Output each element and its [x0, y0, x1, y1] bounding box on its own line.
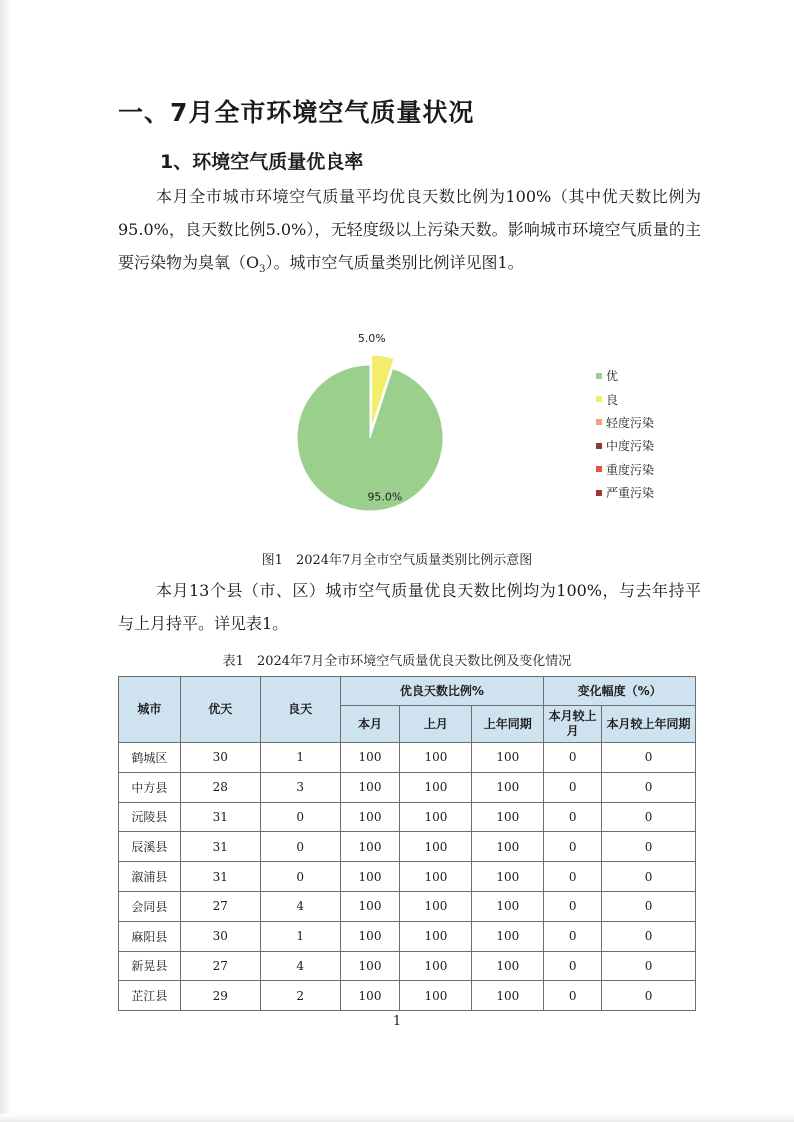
cell-vs-last-year: 0	[602, 981, 696, 1011]
cell-last-month: 100	[400, 743, 472, 773]
legend-label: 轻度污染	[606, 415, 655, 430]
legend-swatch	[596, 443, 602, 449]
cell-this-month: 100	[340, 772, 400, 802]
legend-swatch	[596, 419, 602, 425]
page-number: 1	[392, 1014, 402, 1029]
cell-last-month: 100	[400, 951, 472, 981]
table-row	[119, 802, 696, 832]
table-body	[119, 743, 696, 1011]
pie-data-label: 5.0%	[357, 332, 386, 346]
cell-city: 沅陵县	[119, 802, 181, 832]
cell-good-days: 3	[260, 772, 340, 802]
cell-this-month: 100	[340, 921, 400, 951]
header-vs-last-year: 本月较上年同期	[602, 706, 696, 743]
cell-excellent-days: 31	[180, 862, 260, 892]
cell-last-month: 100	[400, 891, 472, 921]
cell-vs-last-month: 0	[544, 862, 602, 892]
cell-vs-last-month: 0	[544, 772, 602, 802]
legend-item	[596, 411, 654, 434]
header-excellent-days: 优天	[180, 677, 260, 743]
scan-edge	[0, 1114, 794, 1122]
cell-excellent-days: 31	[180, 802, 260, 832]
cell-city: 鹤城区	[119, 743, 181, 773]
cell-vs-last-year: 0	[602, 891, 696, 921]
cell-vs-last-month: 0	[544, 802, 602, 832]
cell-last-month: 100	[400, 921, 472, 951]
cell-vs-last-month: 0	[544, 951, 602, 981]
header-last-year-same: 上年同期	[472, 706, 544, 743]
cell-last-year-same: 100	[472, 832, 544, 862]
cell-last-year-same: 100	[472, 951, 544, 981]
cell-city: 芷江县	[119, 981, 181, 1011]
cell-excellent-days: 31	[180, 832, 260, 862]
cell-this-month: 100	[340, 981, 400, 1011]
table-row	[119, 921, 696, 951]
cell-good-days: 0	[260, 832, 340, 862]
cell-this-month: 100	[340, 743, 400, 773]
cell-good-days: 4	[260, 891, 340, 921]
cell-last-month: 100	[400, 981, 472, 1011]
legend-label: 重度污染	[606, 462, 655, 477]
summary-paragraph	[118, 180, 701, 286]
cell-last-month: 100	[400, 832, 472, 862]
cell-city: 会同县	[119, 891, 181, 921]
header-city: 城市	[119, 677, 181, 743]
cell-vs-last-month: 0	[544, 921, 602, 951]
cell-vs-last-year: 0	[602, 862, 696, 892]
cell-vs-last-year: 0	[602, 951, 696, 981]
cell-vs-last-year: 0	[602, 921, 696, 951]
cell-last-month: 100	[400, 862, 472, 892]
legend-label: 严重污染	[606, 486, 655, 501]
subsection-heading: 1、环境空气质量优良率	[160, 151, 364, 173]
cell-excellent-days: 27	[180, 951, 260, 981]
paragraph-text: ）。城市空气质量类别比例详见图1。	[265, 253, 524, 272]
legend-item	[596, 481, 654, 504]
cell-vs-last-year: 0	[602, 802, 696, 832]
header-last-month: 上月	[400, 706, 472, 743]
air-quality-table	[118, 676, 696, 1011]
cell-good-days: 4	[260, 951, 340, 981]
cell-last-year-same: 100	[472, 921, 544, 951]
cell-good-days: 2	[260, 981, 340, 1011]
cell-vs-last-year: 0	[602, 832, 696, 862]
cell-last-month: 100	[400, 802, 472, 832]
table-row	[119, 743, 696, 773]
cell-last-month: 100	[400, 772, 472, 802]
cell-good-days: 1	[260, 921, 340, 951]
cell-last-year-same: 100	[472, 802, 544, 832]
legend-swatch	[596, 466, 602, 472]
cell-last-year-same: 100	[472, 891, 544, 921]
cell-city: 中方县	[119, 772, 181, 802]
cell-good-days: 0	[260, 862, 340, 892]
section-heading: 一、7月全市环境空气质量状况	[118, 98, 475, 127]
legend-item	[596, 458, 654, 481]
cell-this-month: 100	[340, 862, 400, 892]
cell-city: 辰溪县	[119, 832, 181, 862]
cell-this-month: 100	[340, 802, 400, 832]
cell-good-days: 0	[260, 802, 340, 832]
pie-slice	[297, 365, 443, 511]
table-row	[119, 891, 696, 921]
table-row	[119, 772, 696, 802]
cell-vs-last-month: 0	[544, 981, 602, 1011]
county-paragraph: 本月13个县（市、区）城市空气质量优良天数比例均为100%，与去年持平与上月持平。详见表1。	[118, 581, 701, 633]
cell-this-month: 100	[340, 951, 400, 981]
legend-item	[596, 434, 654, 457]
chart-legend	[596, 364, 654, 504]
cell-excellent-days: 29	[180, 981, 260, 1011]
header-vs-last-month: 本月较上月	[544, 706, 602, 743]
cell-last-year-same: 100	[472, 743, 544, 773]
legend-swatch	[596, 396, 602, 402]
legend-item	[596, 364, 654, 387]
table-row	[119, 951, 696, 981]
legend-swatch	[596, 490, 602, 496]
table-row	[119, 862, 696, 892]
cell-city: 麻阳县	[119, 921, 181, 951]
subscript: 3	[259, 264, 266, 276]
cell-vs-last-month: 0	[544, 832, 602, 862]
figure-caption: 图1 2024年7月全市空气质量类别比例示意图	[261, 553, 533, 568]
cell-excellent-days: 28	[180, 772, 260, 802]
cell-excellent-days: 27	[180, 891, 260, 921]
table-row	[119, 832, 696, 862]
header-change-group: 变化幅度（%）	[544, 677, 696, 706]
cell-last-year-same: 100	[472, 981, 544, 1011]
cell-last-year-same: 100	[472, 862, 544, 892]
legend-label: 良	[606, 392, 619, 407]
header-this-month: 本月	[340, 706, 400, 743]
cell-city: 溆浦县	[119, 862, 181, 892]
cell-vs-last-year: 0	[602, 772, 696, 802]
cell-this-month: 100	[340, 832, 400, 862]
cell-vs-last-year: 0	[602, 743, 696, 773]
cell-this-month: 100	[340, 891, 400, 921]
table-row	[119, 981, 696, 1011]
cell-excellent-days: 30	[180, 743, 260, 773]
header-good-days: 良天	[260, 677, 340, 743]
cell-good-days: 1	[260, 743, 340, 773]
paragraph-text: 本月全市城市环境空气质量平均优良天数比例为100%（其中优天数比例为95.0%，良天数比例5.0%），无轻度级以上污染天数。影响城市环境空气质量的主要污染物为臭氧（O	[118, 187, 701, 272]
legend-label: 中度污染	[606, 439, 655, 454]
cell-excellent-days: 30	[180, 921, 260, 951]
legend-label: 优	[606, 369, 619, 384]
table-caption: 表1 2024年7月全市环境空气质量优良天数比例及变化情况	[222, 654, 572, 669]
cell-city: 新晃县	[119, 951, 181, 981]
cell-vs-last-month: 0	[544, 743, 602, 773]
cell-vs-last-month: 0	[544, 891, 602, 921]
pie-chart	[280, 320, 480, 524]
pie-chart-svg	[280, 320, 480, 520]
legend-item	[596, 387, 654, 410]
cell-last-year-same: 100	[472, 772, 544, 802]
header-rate-group: 优良天数比例%	[340, 677, 544, 706]
legend-swatch	[596, 373, 602, 379]
pie-data-label: 95.0%	[367, 490, 403, 504]
